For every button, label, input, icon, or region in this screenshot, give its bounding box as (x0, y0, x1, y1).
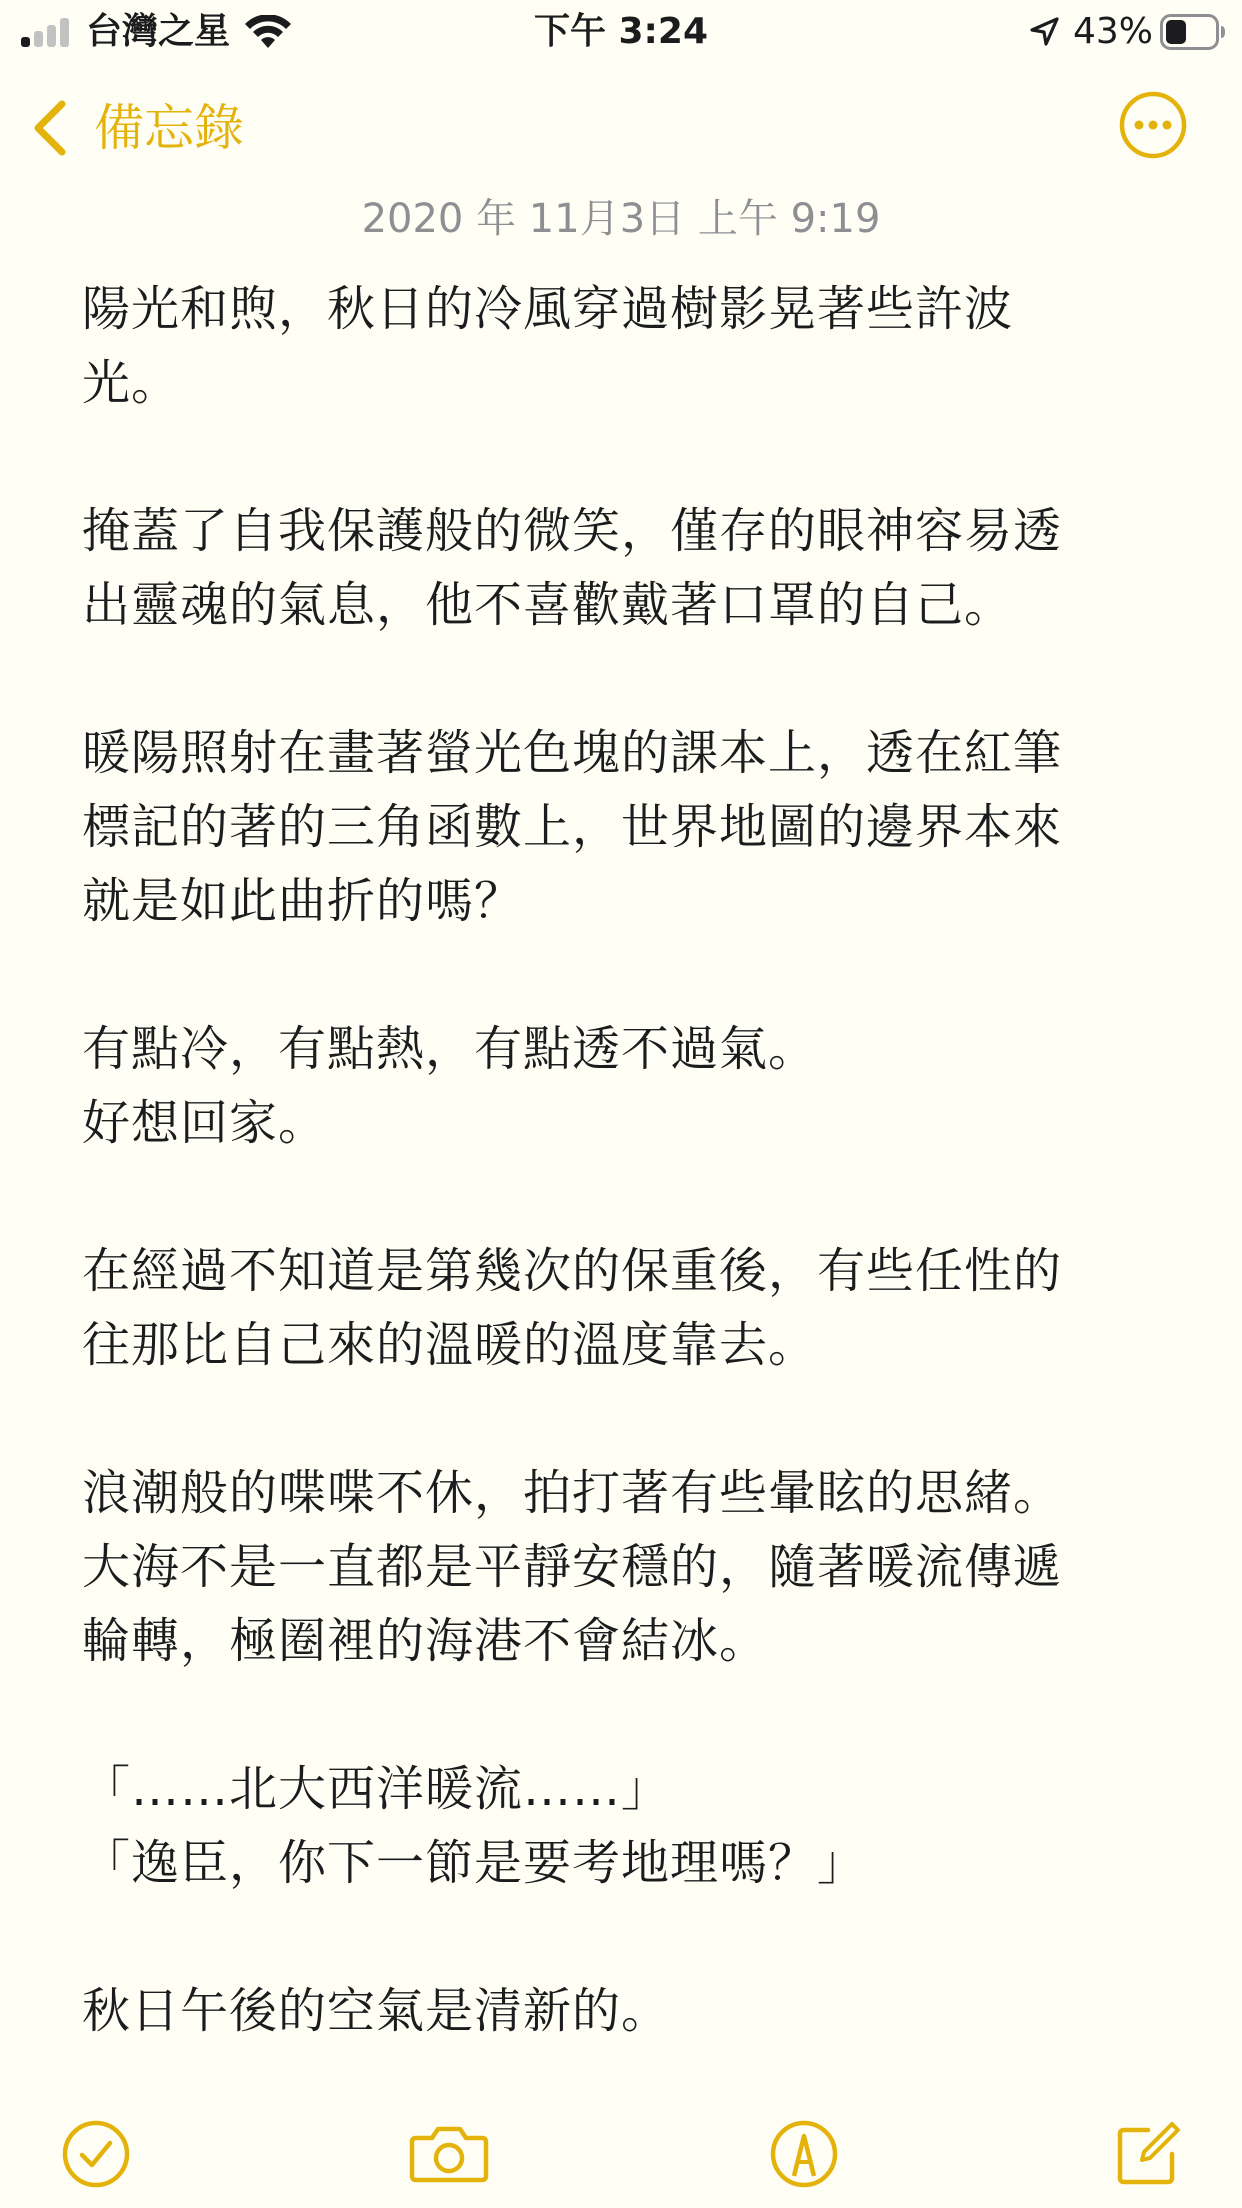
note-line: 陽光和煦，秋日的冷風穿過樹影晃著些許波 (82, 281, 1014, 337)
note-blank-line (82, 1382, 1182, 1456)
note-line: 「……北大西洋暖流……」 (82, 1761, 671, 1817)
note-line: 標記的著的三角函數上，世界地圖的邊界本來 (82, 799, 1063, 855)
note-line: 浪潮般的喋喋不休，拍打著有些暈眩的思緒。 (82, 1465, 1063, 1521)
note-blank-line (82, 1900, 1182, 1974)
status-time: 下午 3:24 (533, 11, 709, 52)
battery-percentage: 43% (1073, 11, 1154, 52)
battery-icon (1160, 14, 1226, 50)
camera-icon[interactable] (408, 2118, 490, 2190)
note-blank-line (82, 642, 1182, 716)
note-line: 「逸臣，你下一節是要考地理嗎？」 (82, 1835, 867, 1891)
note-blank-line (82, 938, 1182, 1012)
note-blank-line (82, 420, 1182, 494)
note-line: 在經過不知道是第幾次的保重後，有些任性的 (82, 1243, 1063, 1299)
note-line: 秋日午後的空氣是清新的。 (82, 1983, 671, 2039)
note-body[interactable] (82, 272, 1182, 2048)
carrier-name: 台灣之星 (86, 11, 231, 52)
note-line: 大海不是一直都是平靜安穩的，隨著暖流傳遞 (82, 1539, 1063, 1595)
more-options-icon[interactable] (1118, 90, 1188, 160)
checklist-icon[interactable] (60, 2118, 132, 2190)
note-line: 有點冷，有點熱，有點透不過氣。 (82, 1021, 818, 1077)
bottom-toolbar (0, 2118, 1242, 2198)
navigation-bar (0, 90, 1242, 170)
compose-icon[interactable] (1112, 2118, 1184, 2190)
back-button[interactable] (30, 90, 244, 166)
back-button-label: 備忘錄 (94, 99, 244, 157)
note-line: 出靈魂的氣息，他不喜歡戴著口罩的自己。 (82, 577, 1014, 633)
chevron-left-icon (30, 96, 70, 160)
note-blank-line (82, 1678, 1182, 1752)
note-line: 暖陽照射在畫著螢光色塊的課本上，透在紅筆 (82, 725, 1063, 781)
note-blank-line (82, 1160, 1182, 1234)
status-bar (0, 0, 1242, 66)
note-line: 掩蓋了自我保護般的微笑，僅存的眼神容易透 (82, 503, 1063, 559)
note-line: 輪轉，極圈裡的海港不會結冰。 (82, 1613, 769, 1669)
location-arrow-icon (1028, 16, 1060, 48)
note-line: 光。 (82, 355, 181, 411)
note-date: 2020 年 11月3日 上午 9:19 (361, 196, 881, 242)
note-line: 好想回家。 (82, 1095, 328, 1151)
note-line: 就是如此曲折的嗎？ (82, 873, 524, 929)
note-line: 往那比自己來的溫暖的溫度靠去。 (82, 1317, 818, 1373)
markup-icon[interactable] (768, 2118, 840, 2190)
